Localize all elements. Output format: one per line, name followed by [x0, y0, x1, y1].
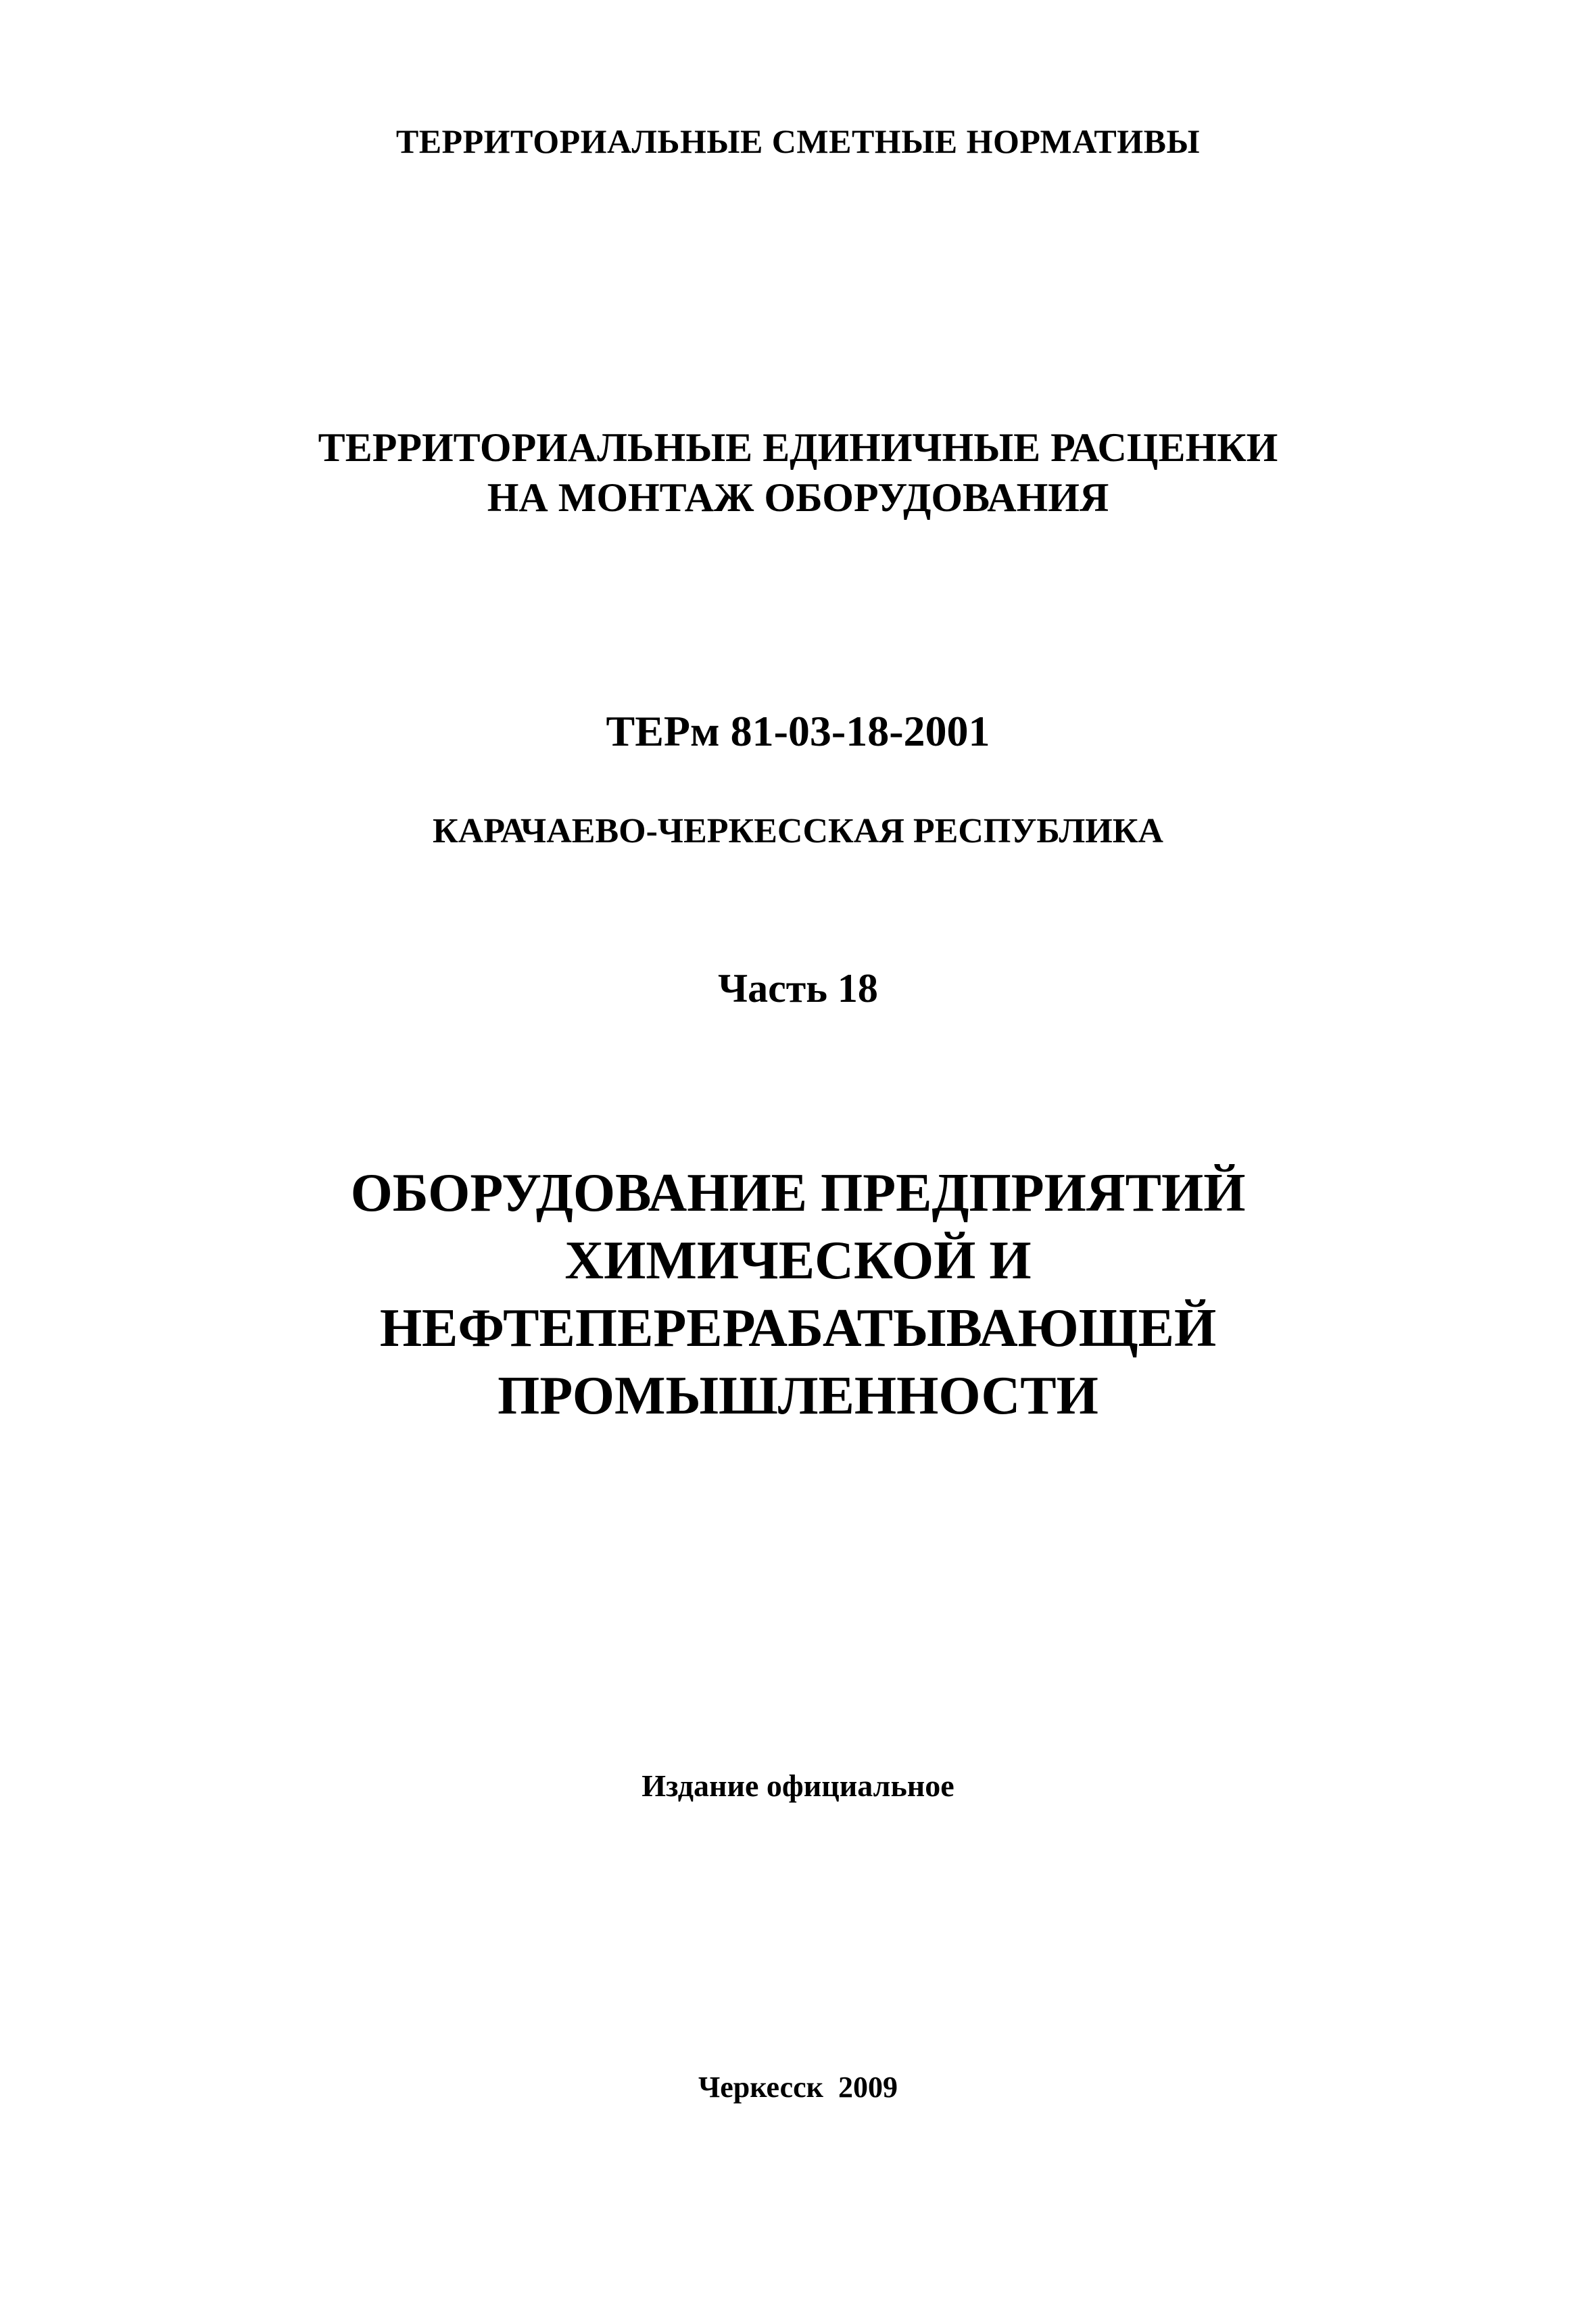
edition-note: Издание официальное: [642, 1768, 954, 1803]
document-code: ТЕРм 81-03-18-2001: [606, 707, 990, 755]
publication-place-year: Черкесск 2009: [698, 2071, 898, 2104]
series-heading: ТЕРРИТОРИАЛЬНЫЕ СМЕТНЫЕ НОРМАТИВЫ: [395, 122, 1201, 160]
subject-title-line-1: ОБОРУДОВАНИЕ ПРЕДПРИЯТИЙ: [350, 1163, 1246, 1223]
document-title: [0, 423, 1596, 523]
subject-title: [0, 1159, 1596, 1430]
region-name: КАРАЧАЕВО-ЧЕРКЕССКАЯ РЕСПУБЛИКА: [433, 812, 1163, 850]
document-title-line-1: ТЕРРИТОРИАЛЬНЫЕ ЕДИНИЧНЫЕ РАСЦЕНКИ: [318, 425, 1278, 470]
subject-title-line-4: ПРОМЫШЛЕННОСТИ: [498, 1366, 1098, 1426]
document-title-line-2: НА МОНТАЖ ОБОРУДОВАНИЯ: [487, 475, 1109, 520]
subject-title-line-2: ХИМИЧЕСКОЙ И: [564, 1231, 1032, 1290]
subject-title-line-3: НЕФТЕПЕРЕРАБАТЫВАЮЩЕЙ: [379, 1299, 1217, 1358]
part-number: Часть 18: [718, 966, 878, 1011]
